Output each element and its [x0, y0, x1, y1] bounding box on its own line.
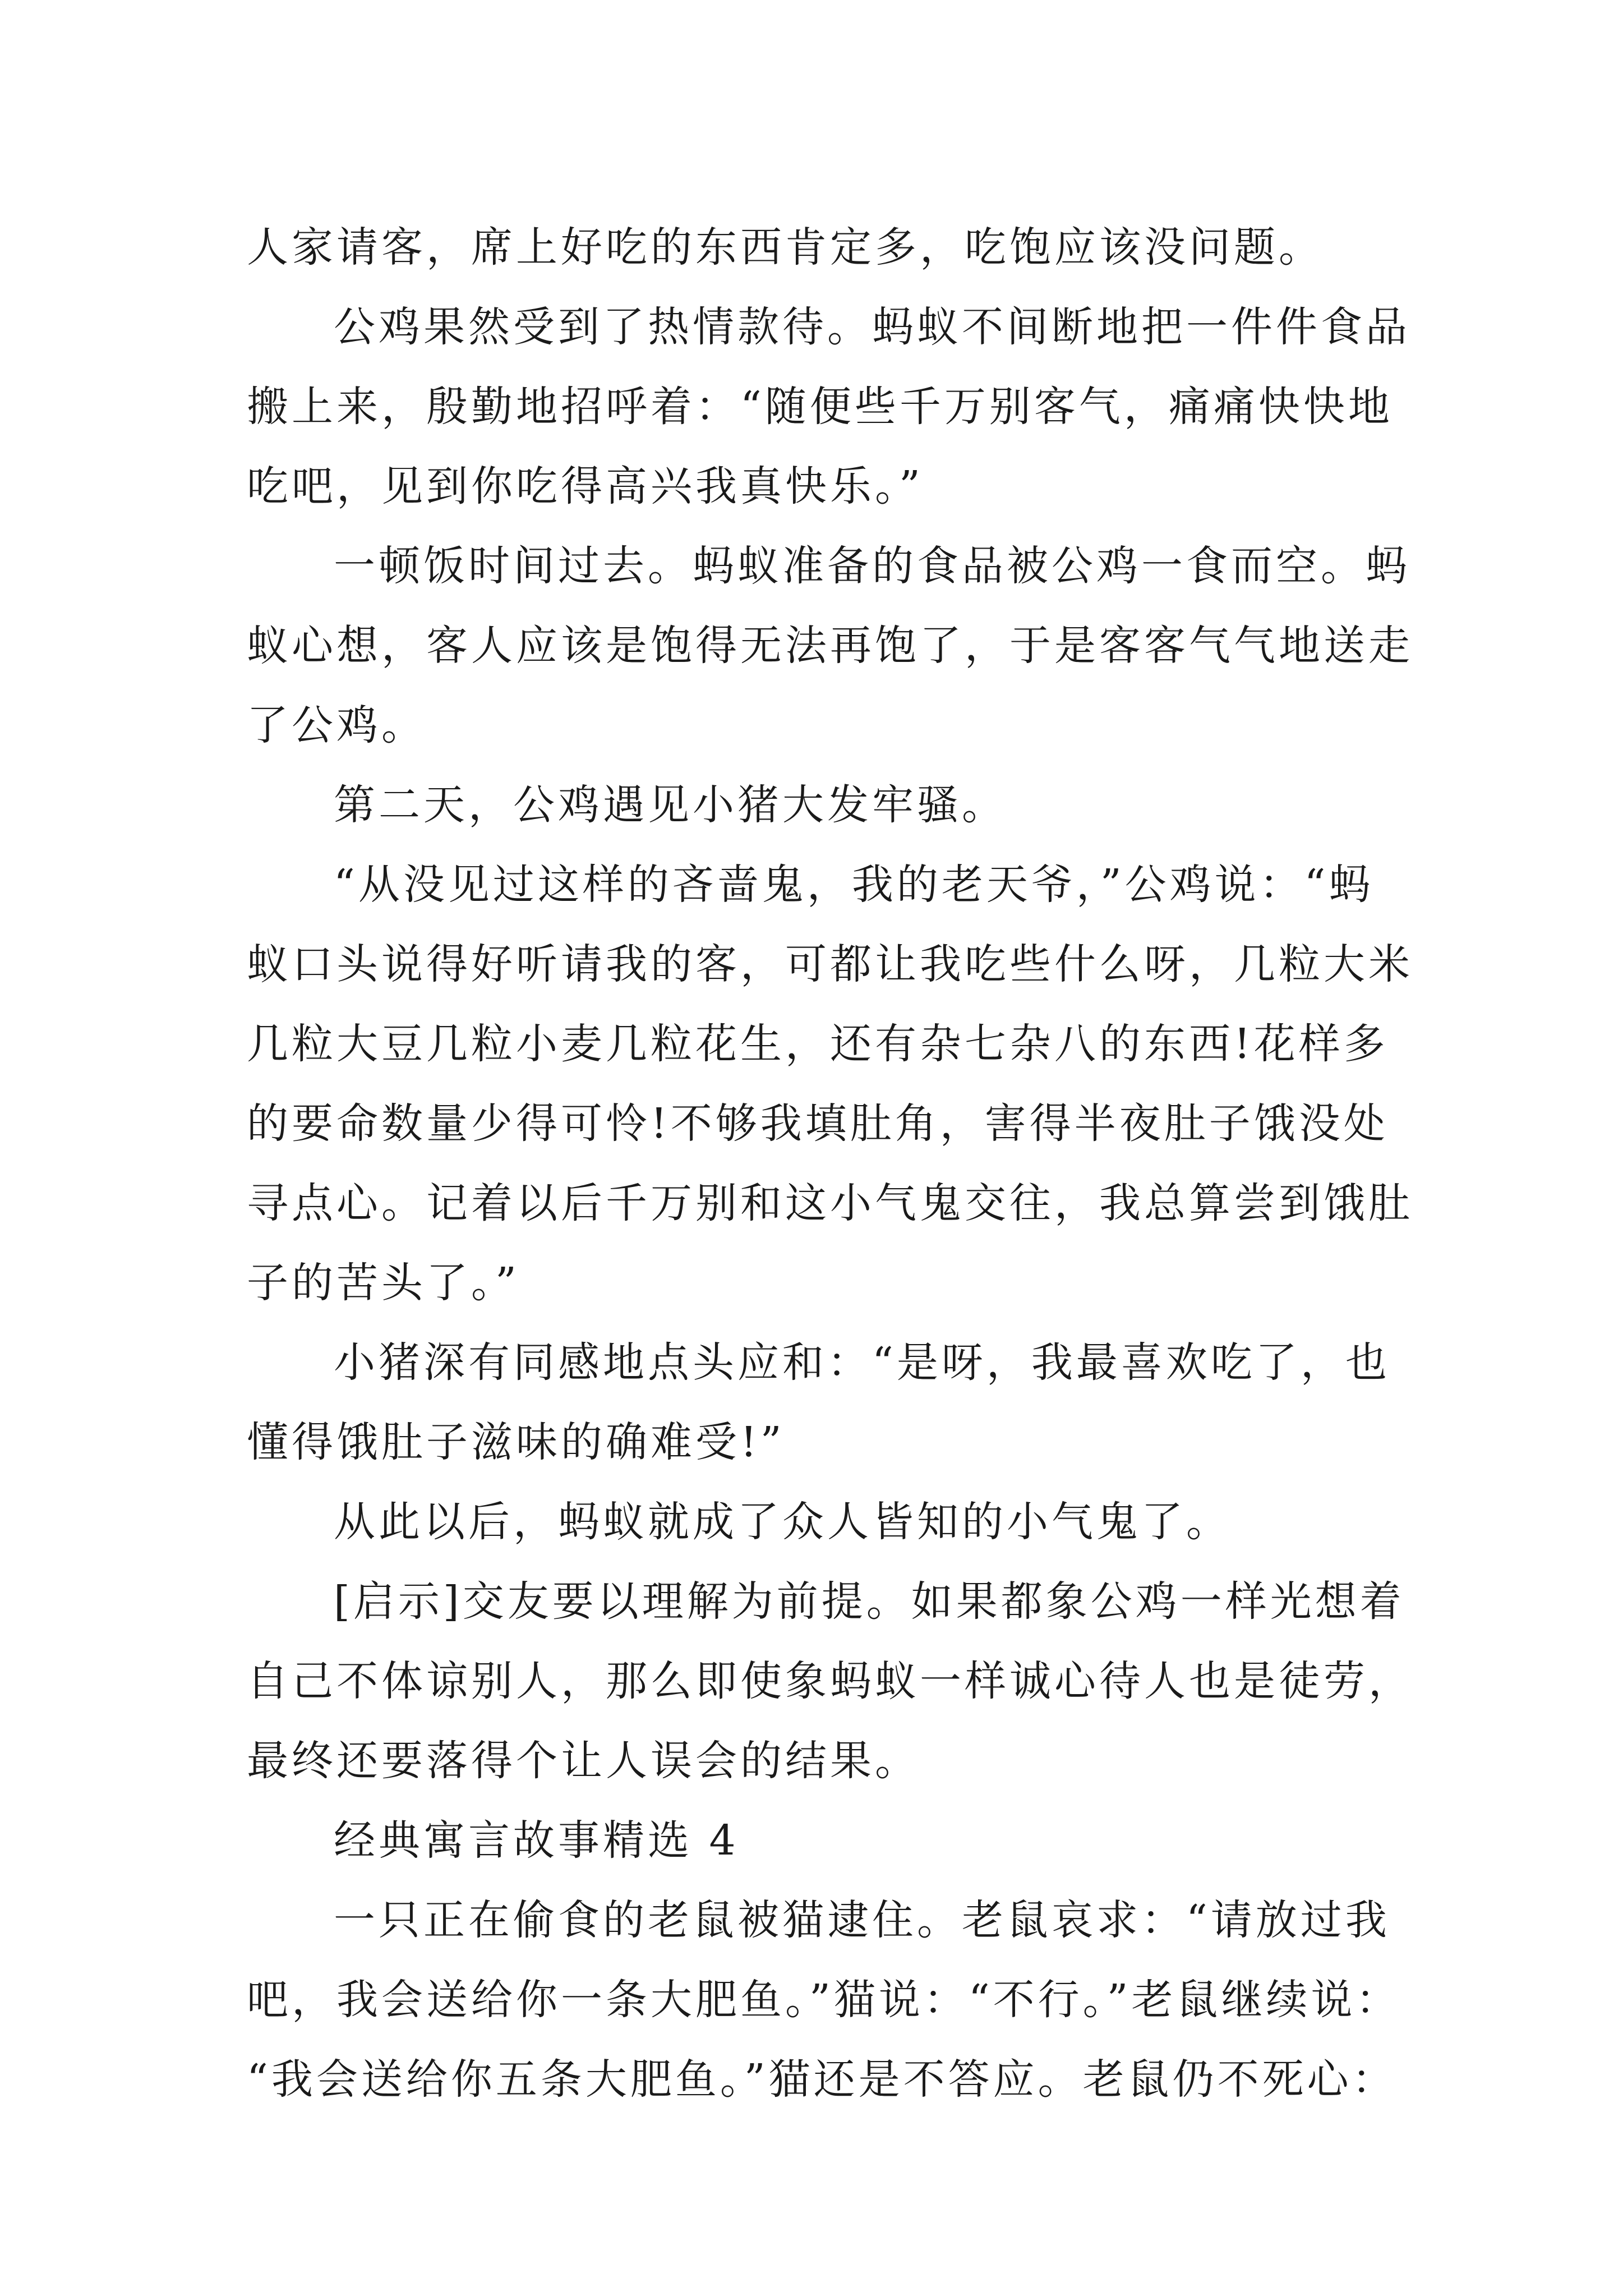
- text-line: “我会送给你五条大肥鱼。”猫还是不答应。老鼠仍不死心：: [247, 2055, 1397, 2104]
- text-line: 的要命数量少得可怜!不够我填肚角，害得半夜肚子饿没处: [247, 1099, 1389, 1148]
- text-line: 子的苦头了。”: [247, 1259, 520, 1307]
- text-line: 吧，我会送给你一条大肥鱼。”猫说：“不行。”老鼠继续说：: [247, 1976, 1401, 2024]
- text-line: 最终还要落得个让人误会的结果。: [247, 1737, 920, 1785]
- text-line: “从没见过这样的吝啬鬼，我的老天爷，”公鸡说：“蚂: [334, 861, 1374, 909]
- text-line: 蚁口头说得好听请我的客，可都让我吃些什么呀，几粒大米: [247, 940, 1413, 988]
- text-line: 寻点心。记着以后千万别和这小气鬼交往，我总算尝到饿肚: [247, 1179, 1413, 1227]
- text-line: 了公鸡。: [247, 701, 426, 749]
- document-body: [247, 208, 1419, 2119]
- text-line: 从此以后，蚂蚁就成了众人皆知的小气鬼了。: [334, 1498, 1231, 1546]
- section-heading: 经典寓言故事精选 4: [334, 1816, 739, 1865]
- text-line: 吃吧，见到你吃得高兴我真快乐。”: [247, 462, 924, 510]
- text-line: 第二天，公鸡遇见小猪大发牢骚。: [334, 781, 1007, 829]
- text-line: 人家请客，席上好吃的东西肯定多，吃饱应该没问题。: [247, 223, 1324, 272]
- text-line: 搬上来，殷勤地招呼着：“随便些千万别客气，痛痛快快地: [247, 383, 1393, 431]
- text-line: [启示]交友要以理解为前提。如果都象公鸡一样光想着: [334, 1577, 1405, 1626]
- text-line: 一只正在偷食的老鼠被猫逮住。老鼠哀求：“请放过我: [334, 1896, 1390, 1944]
- text-line: 几粒大豆几粒小麦几粒花生，还有杂七杂八的东西!花样多: [247, 1020, 1389, 1068]
- text-line: 一顿饭时间过去。蚂蚁准备的食品被公鸡一食而空。蚂: [334, 542, 1410, 590]
- text-line: 懂得饿肚子滋味的确难受!”: [247, 1418, 785, 1466]
- text-line: 自己不体谅别人，那么即使象蚂蚁一样诚心待人也是徒劳，: [247, 1657, 1413, 1705]
- text-line: 小猪深有同感地点头应和：“是呀，我最喜欢吃了，也: [334, 1338, 1390, 1387]
- text-line: 蚁心想，客人应该是饱得无法再饱了，于是客客气气地送走: [247, 622, 1413, 670]
- text-line: 公鸡果然受到了热情款待。蚂蚁不间断地把一件件食品: [334, 303, 1410, 351]
